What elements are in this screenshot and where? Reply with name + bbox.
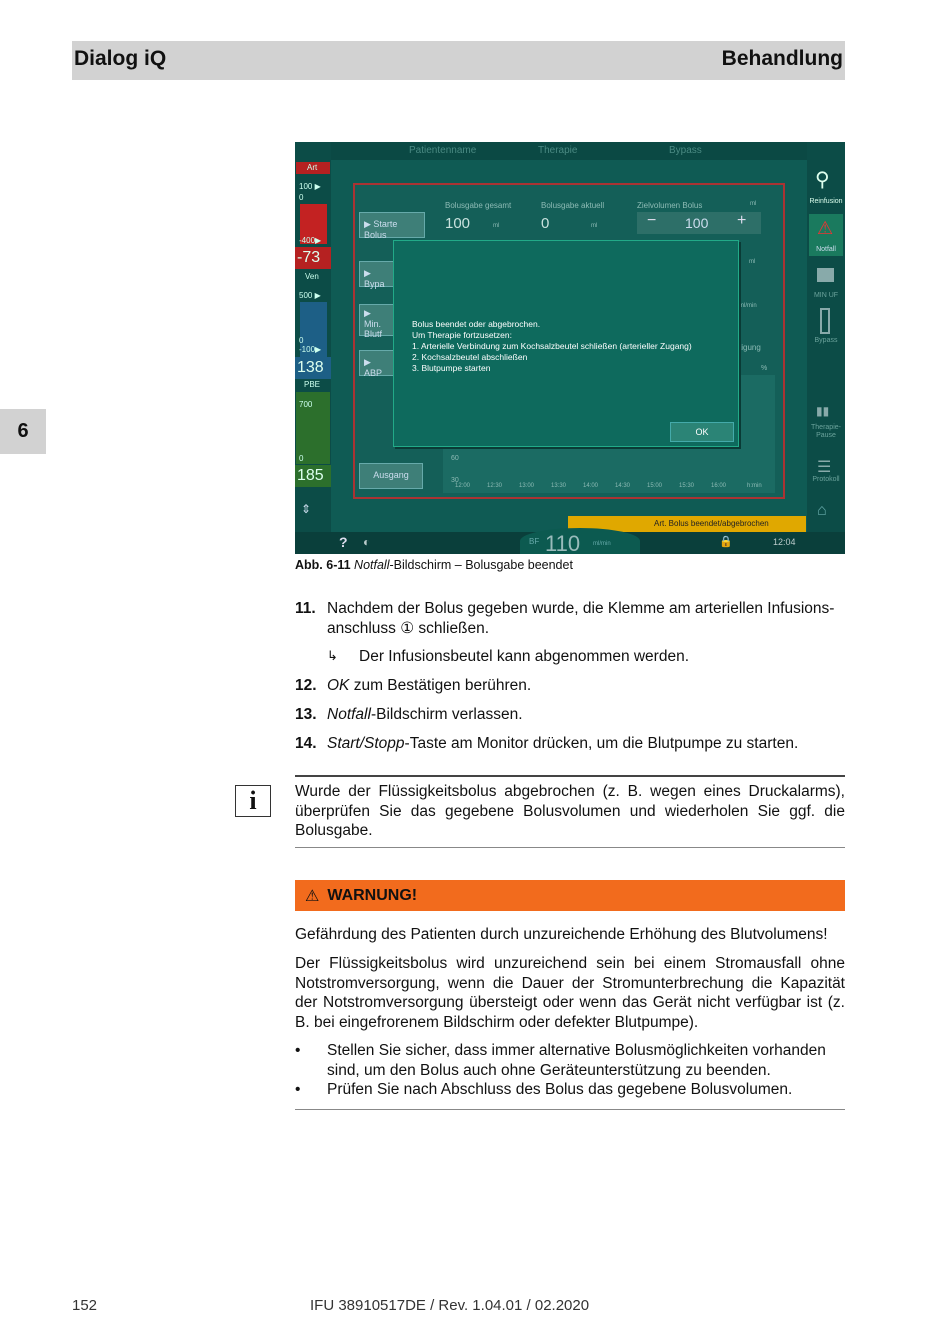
bolus-total-header: Bolusgabe gesamt	[445, 201, 512, 210]
screen-bottombar	[295, 532, 845, 554]
side-unit-mlmin: ml/min	[739, 303, 757, 309]
step-number: 13.	[295, 706, 317, 723]
reinfusion-icon[interactable]: ⚲	[815, 169, 830, 191]
note-rule-top	[295, 775, 845, 777]
figure-caption	[295, 558, 573, 572]
chart-x-tick: 14:00	[583, 483, 599, 489]
chart-x-tick: 12:00	[455, 483, 471, 489]
step-number: 11.	[295, 600, 316, 617]
tab-bypass[interactable]: Bypass	[669, 145, 702, 156]
bullet-dot: •	[295, 1042, 301, 1059]
help-icon[interactable]: ?	[339, 534, 348, 550]
chart-x-unit: h:min	[747, 483, 762, 489]
bypass-icon[interactable]	[820, 308, 830, 334]
product-name: Dialog iQ	[74, 47, 167, 70]
dialog-ok-button[interactable]: OK	[670, 422, 734, 442]
clock: 12:04	[773, 537, 796, 547]
min-uf-icon[interactable]	[817, 268, 834, 282]
bolus-total-value: 100	[445, 215, 471, 232]
ven-zero: 0	[299, 336, 304, 345]
protocol-icon[interactable]: ☰	[817, 459, 832, 476]
chapter-tab: 6	[0, 409, 46, 454]
tab-patient[interactable]: Patientenname	[409, 145, 477, 156]
bf-value: 110	[545, 531, 581, 554]
timer-icon[interactable]: ◐	[363, 535, 371, 549]
section-name: Behandlung	[721, 47, 843, 70]
ven-pressure-value: 138	[297, 359, 324, 376]
chart-x-tick: 14:30	[615, 483, 631, 489]
bullet-text: Prüfen Sie nach Abschluss des Bolus das gegebene Bolusvolumen.	[327, 1081, 793, 1098]
device-screenshot	[295, 142, 845, 554]
info-icon: i	[235, 785, 271, 817]
warning-bullet	[295, 1080, 845, 1100]
result-text: Der Infusionsbeutel kann abgenommen werden.	[359, 648, 690, 665]
screen-topbar	[295, 142, 845, 160]
art-lower-limit: -400▶	[299, 236, 322, 245]
step-text-line2: anschluss ① schließen.	[327, 620, 490, 637]
target-volume-stepper[interactable]	[637, 212, 761, 234]
step-12	[295, 677, 845, 697]
warning-rule-bottom	[295, 1109, 845, 1110]
step-14	[295, 735, 845, 755]
page-header	[72, 41, 845, 80]
step-text: zum Bestätigen berühren.	[349, 677, 532, 694]
figure-number: Abb. 6-11	[295, 558, 355, 572]
pbe-value-box	[295, 465, 331, 487]
ven-label: Ven	[305, 272, 319, 281]
step-number: 12.	[295, 677, 317, 694]
pbe-zero: 0	[299, 454, 304, 463]
warning-banner	[295, 880, 845, 911]
step-13	[295, 706, 845, 726]
pause-label[interactable]: Therapie-Pause	[811, 424, 841, 439]
alarm-bar[interactable]: Art. Bolus beendet/abgebrochen	[568, 516, 806, 532]
caption-italic: Notfall	[354, 558, 390, 572]
bolus-current-value: 0	[541, 215, 550, 232]
abp-button[interactable]: ▶ ABP	[359, 350, 395, 376]
pressure-column	[295, 142, 331, 554]
warning-bullet	[295, 1041, 845, 1081]
warning-triangle-icon: ⚠	[817, 218, 834, 238]
tab-therapy[interactable]: Therapie	[538, 145, 578, 156]
target-volume-unit: ml	[750, 201, 757, 207]
step-text: -Taste am Monitor drücken, um die Blutpumpe zu starten.	[404, 735, 799, 752]
min-bloodflow-button[interactable]: ▶ Min. Blutf	[359, 304, 395, 336]
side-unit-ml: ml	[749, 259, 756, 265]
art-upper-limit: 100 ▶	[299, 182, 321, 191]
pause-icon[interactable]: ▮▮	[816, 404, 830, 418]
side-label: tigung	[739, 343, 761, 352]
chart-x-axis	[455, 483, 775, 493]
art-header	[296, 162, 330, 174]
document-id: IFU 38910517DE / Rev. 1.04.01 / 02.2020	[310, 1297, 590, 1314]
target-volume-value: 100	[685, 215, 709, 231]
art-pressure-value: -73	[297, 249, 321, 266]
warning-lead: Gefährdung des Patienten durch unzureichende Erhöhung des Blutvolumens!	[295, 926, 828, 943]
chart-x-tick: 13:30	[551, 483, 567, 489]
min-uf-label[interactable]: MIN UF	[813, 292, 839, 299]
minus-button[interactable]: −	[647, 212, 657, 229]
bypass-button[interactable]: ▶ Bypa	[359, 261, 395, 287]
exit-button[interactable]: Ausgang	[359, 463, 423, 489]
art-label: Art	[307, 163, 318, 172]
step-italic: Notfall	[327, 706, 371, 723]
step-italic: OK	[327, 677, 350, 694]
art-zero: 0	[299, 193, 304, 202]
step-11	[295, 600, 845, 640]
chart-y-30: 30	[451, 477, 459, 484]
warning-body: Der Flüssigkeitsbolus wird unzureichend sein bei einem Stromausfall ohne Notstromversorgung, wenn die Dauer der Stromunterbrechung die Kapazität der Notstromversorgung übersteigt oder wenn das Gerät nicht verfügbar ist (z. B. bei eingefrorenem Bildschirm oder defekter Blutpumpe).	[295, 955, 845, 1031]
bolus-current-header: Bolusgabe aktuell	[541, 201, 605, 210]
bullet-dot: •	[295, 1081, 301, 1098]
chart-x-tick: 16:00	[711, 483, 727, 489]
protocol-label[interactable]: Protokoll	[812, 476, 840, 483]
chart-x-tick: 15:00	[647, 483, 663, 489]
bf-unit: ml/min	[593, 541, 611, 547]
bolus-current-unit: ml	[591, 223, 598, 229]
warning-title: WARNUNG!	[327, 886, 418, 904]
warning-triangle-icon: ⚠	[305, 887, 320, 905]
chart-x-tick: 13:00	[519, 483, 535, 489]
bolus-ended-dialog	[393, 240, 739, 447]
bullet-text: Stellen Sie sicher, dass immer alternative Bolusmöglichkeiten vorhanden sind, um den Bolus auch ohne Geräteunterstützung zu beenden.	[327, 1042, 826, 1079]
bolus-total-unit: ml	[493, 223, 500, 229]
info-note: Wurde der Flüssigkeitsbolus abgebrochen (z. B. wegen eines Druckalarms), überprüfen Sie das gegebene Bolusvolumen und wiederholen Sie ggf. die Bolusgabe.	[295, 783, 845, 839]
pbe-pressure-value: 185	[297, 467, 324, 484]
dialog-message: Bolus beendet oder abgebrochen. Um Therapie fortzusetzen: 1. Arterielle Verbindung zum Kochsalzbeutel schließen (arterieller Zugang) 2. Kochsalzbeutel abschließen 3. Blutpumpe starten	[412, 319, 692, 373]
chart-x-tick: 15:30	[679, 483, 695, 489]
step-number: 14.	[295, 735, 317, 752]
target-volume-header: Zielvolumen Bolus	[637, 201, 703, 210]
side-percent: %	[761, 365, 768, 372]
caption-text: -Bildschirm – Bolusgabe beendet	[389, 558, 573, 572]
result-arrow-icon: ↳	[327, 648, 338, 663]
art-value-box	[295, 247, 331, 269]
ven-value-box	[295, 357, 331, 379]
emergency-label: Notfall	[816, 246, 836, 253]
page-number: 152	[72, 1297, 98, 1314]
emergency-button[interactable]	[809, 214, 843, 256]
right-menu	[807, 142, 845, 554]
ven-lower-limit: -100▶	[299, 345, 322, 354]
chart-y-60: 60	[451, 455, 459, 462]
step-italic: Start/Stopp	[327, 735, 405, 752]
pbe-upper-limit: 700	[299, 400, 313, 409]
bf-label: BF	[529, 537, 540, 546]
step-11-result	[327, 648, 827, 668]
bypass-label[interactable]: Bypass	[814, 337, 838, 344]
plus-button[interactable]: +	[737, 212, 747, 229]
home-icon[interactable]: ⌂	[817, 502, 827, 519]
pbe-label: PBE	[304, 380, 321, 389]
note-rule-bottom	[295, 847, 845, 848]
reinfusion-label[interactable]: Reinfusion	[809, 198, 843, 205]
start-bolus-button[interactable]: ▶ Starte Bolus	[359, 212, 425, 238]
level-arrows-icon[interactable]: ⇕	[301, 502, 312, 516]
chart-x-tick: 12:30	[487, 483, 503, 489]
step-text-line1: Nachdem der Bolus gegeben wurde, die Klemme am arteriellen Infusions-	[327, 600, 835, 617]
lock-icon[interactable]: 🔒	[719, 536, 733, 548]
ven-upper-limit: 500 ▶	[299, 291, 321, 300]
step-text: -Bildschirm verlassen.	[370, 706, 523, 723]
